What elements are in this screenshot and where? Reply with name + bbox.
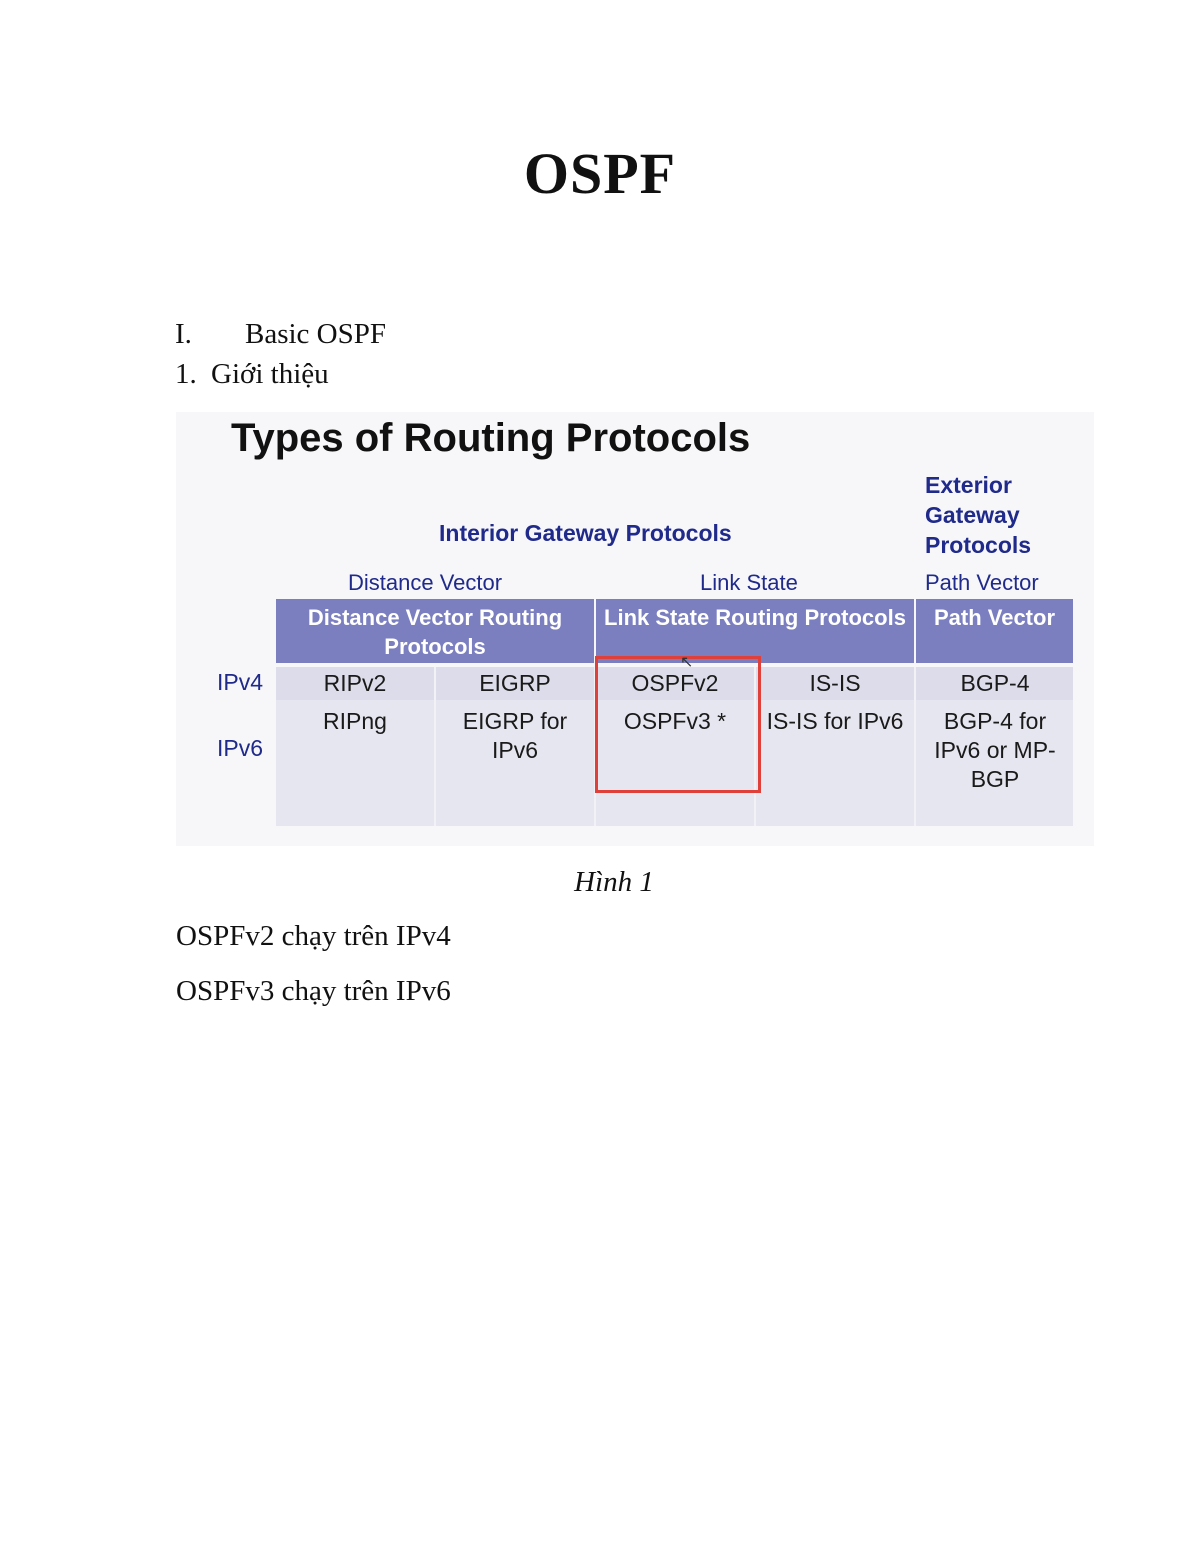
cell-ospfv3: OSPFv3 * [623,708,727,734]
category-link-state: Link State [700,570,798,595]
ospf-highlight-box [595,656,761,793]
cell-bgp4-ipv6: BGP-4 for IPv6 or MP-BGP [934,708,1056,792]
row-label-ipv6: IPv6 [217,735,264,761]
cell-bgp4: BGP-4 [960,670,1030,696]
paragraph-ospfv2: OSPFv2 chạy trên IPv4 [176,920,451,952]
row-label-ipv4: IPv4 [217,669,264,695]
header-distance-vector: Distance Vector Routing Protocols [276,599,594,663]
section-number: I. [175,318,192,350]
cell-is-is-ipv6: IS-IS for IPv6 [766,708,904,734]
mouse-cursor-icon: ↖ [680,654,694,671]
header-link-state: Link State Routing Protocols [596,599,914,663]
category-path-vector: Path Vector [925,570,1039,595]
subsection-title: Giới thiệu [211,358,329,390]
section-title: Basic OSPF [245,318,387,350]
routing-protocols-figure [176,412,1094,846]
figure-title: Types of Routing Protocols [231,416,751,460]
cell-is-is: IS-IS [809,670,861,696]
subsection-heading [175,358,329,391]
cell-eigrp: EIGRP [479,670,551,696]
document-title: OSPF [523,141,677,206]
cell-ospfv2: OSPFv2 [631,670,719,696]
subsection-number: 1. [175,358,197,390]
header-path-vector: Path Vector [916,599,1073,663]
category-distance-vector: Distance Vector [348,570,503,595]
cell-ripng: RIPng [323,708,387,734]
section-heading [175,318,386,351]
egp-label: Exterior Gateway Protocols [925,472,1032,558]
cell-ripv2: RIPv2 [323,670,387,696]
cell-eigrp-ipv6: EIGRP for IPv6 [462,708,568,763]
paragraph-ospfv3: OSPFv3 chạy trên IPv6 [176,975,451,1007]
igp-label: Interior Gateway Protocols [439,520,732,546]
figure-caption: Hình 1 [574,866,654,898]
